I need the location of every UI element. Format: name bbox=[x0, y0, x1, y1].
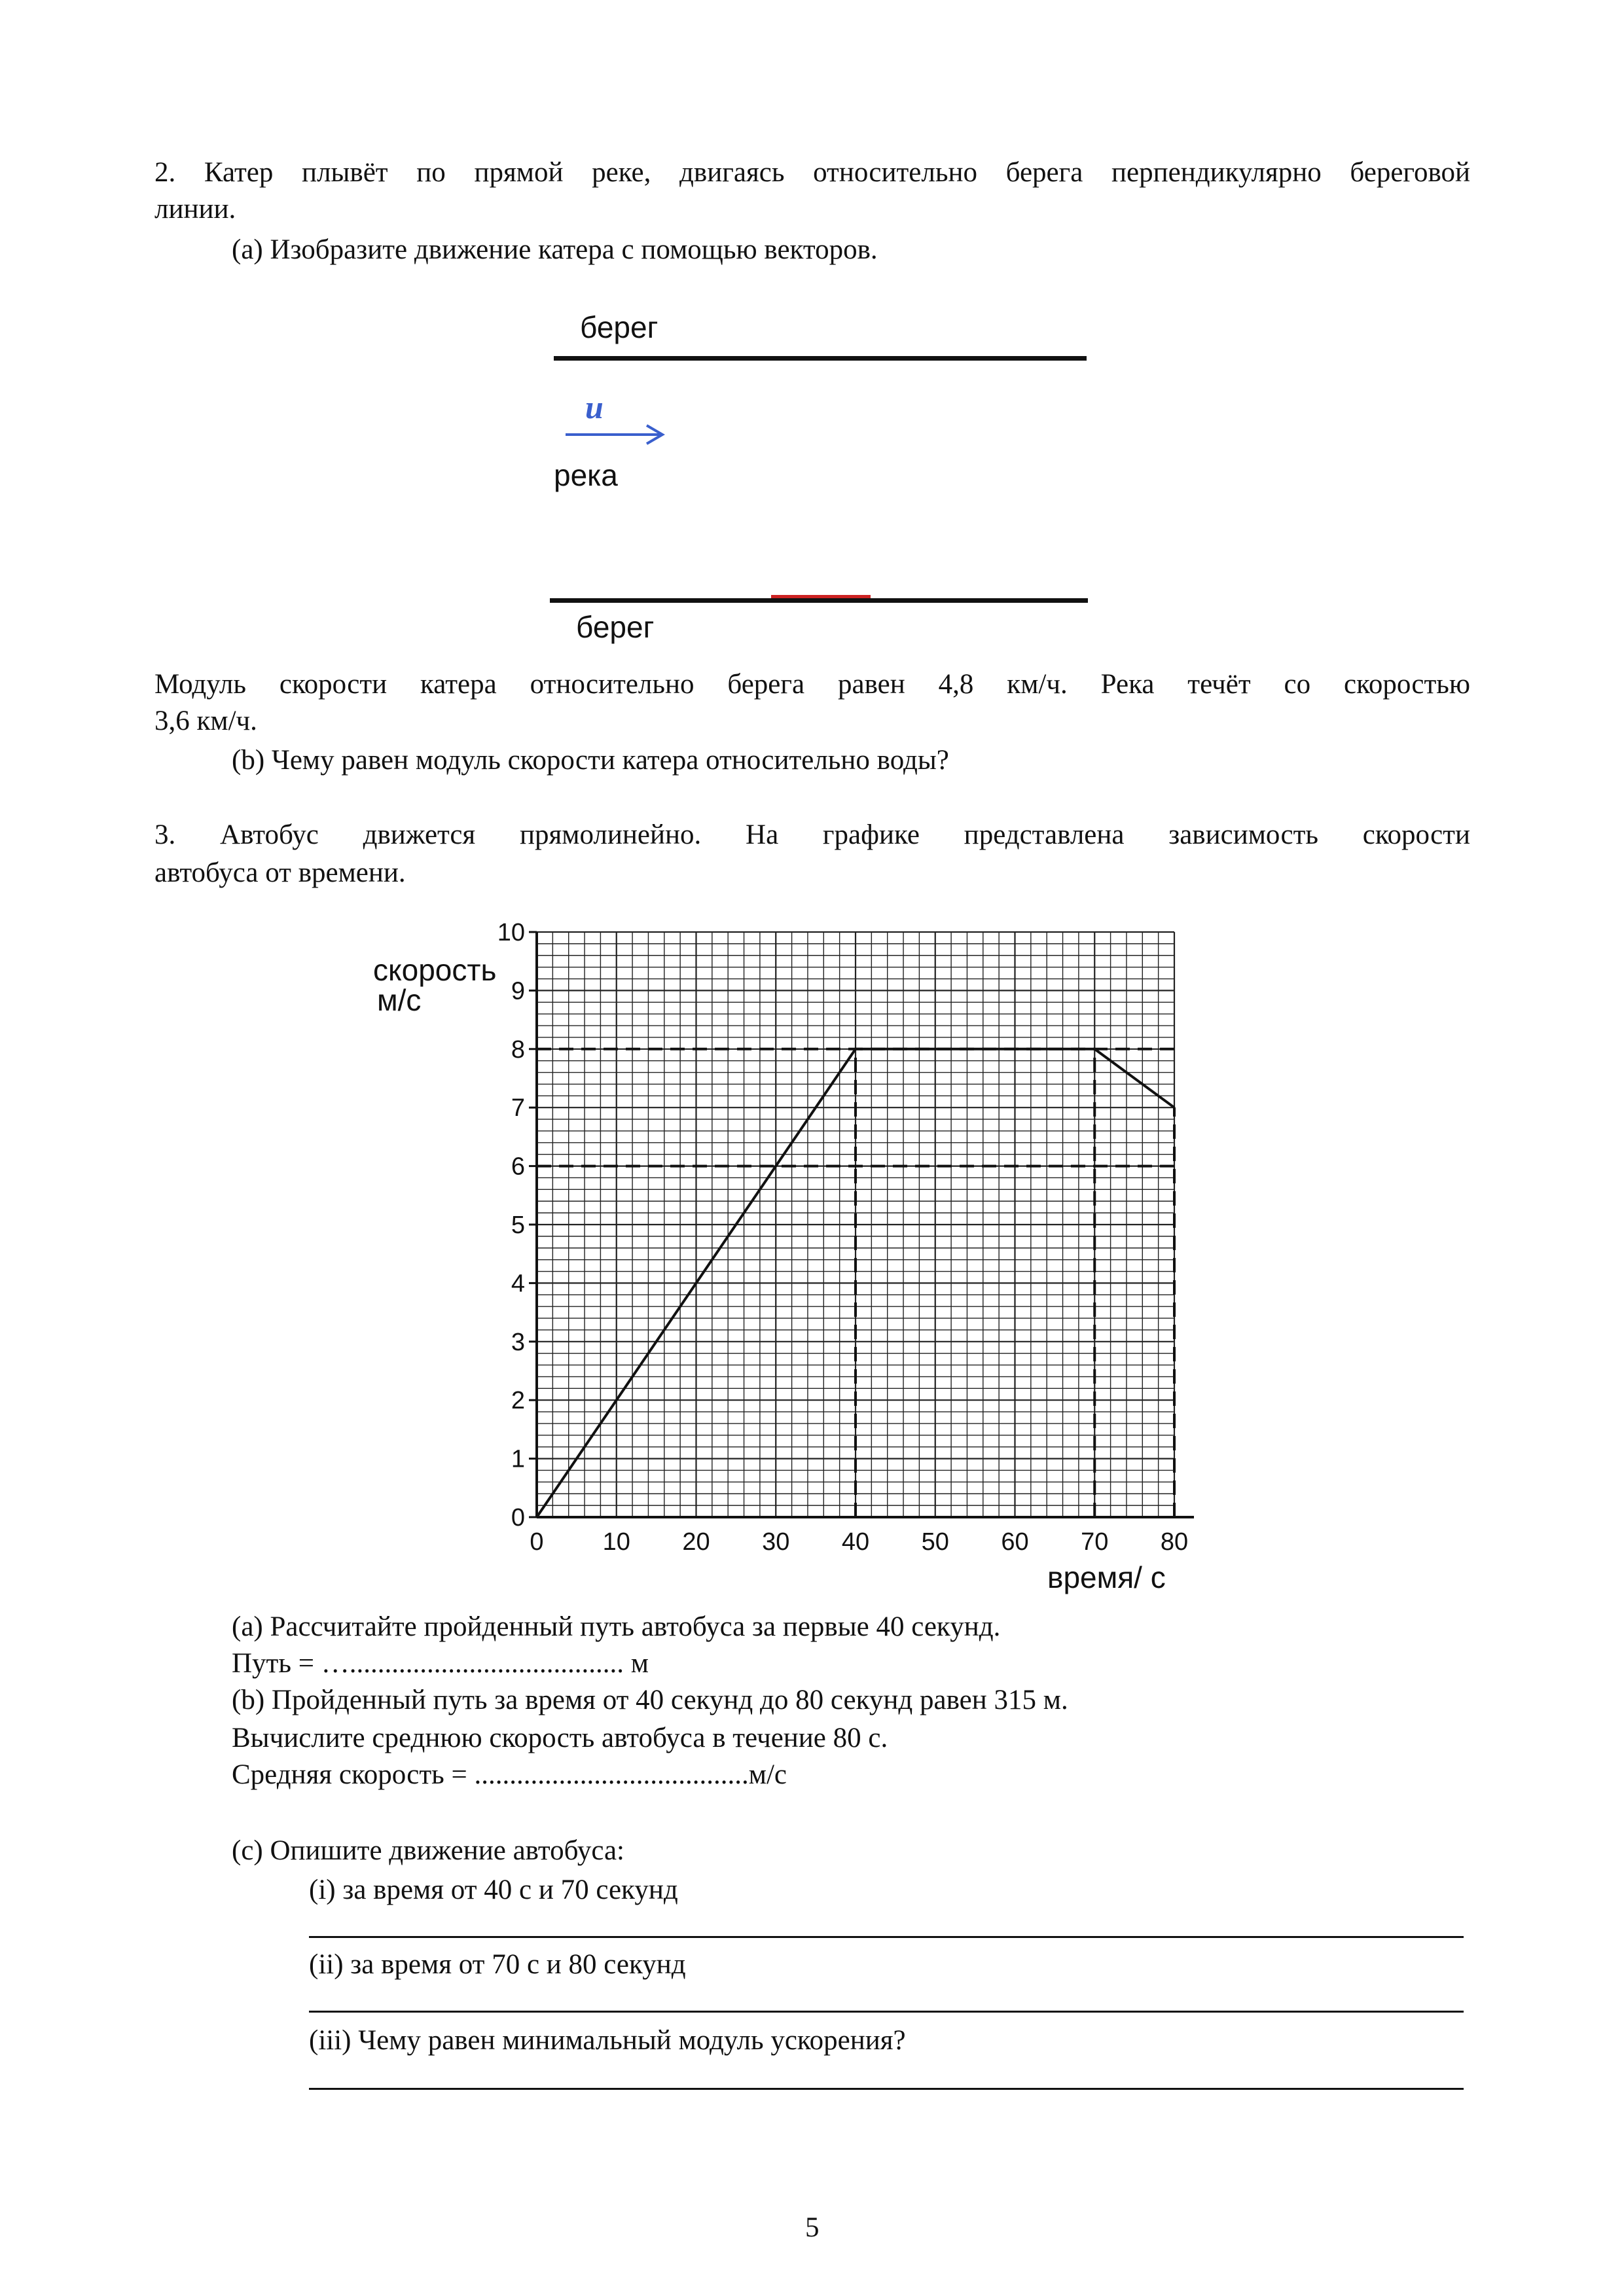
y-tick-label: 3 bbox=[511, 1328, 525, 1356]
y-tick-label: 10 bbox=[497, 919, 525, 946]
q3-c-ii: (ii) за время от 70 с и 80 секунд bbox=[309, 1949, 686, 1980]
y-tick-label: 2 bbox=[511, 1387, 525, 1415]
top-bank-line bbox=[554, 356, 1087, 361]
page-number: 5 bbox=[805, 2212, 820, 2243]
q3-part-a: (a) Рассчитайте пройденный путь автобуса за первые 40 секунд. bbox=[232, 1611, 1001, 1642]
x-axis-label: время/ с bbox=[1047, 1560, 1166, 1594]
bottom-bank-label: берег bbox=[576, 610, 655, 644]
y-tick-label: 6 bbox=[511, 1153, 525, 1181]
flow-vector-arrow bbox=[563, 419, 668, 445]
top-bank-label: берег bbox=[580, 310, 659, 344]
x-tick-label: 70 bbox=[1081, 1528, 1109, 1556]
q3-text-line2: автобуса от времени. bbox=[154, 857, 406, 888]
q3-part-c: (c) Опишите движение автобуса: bbox=[232, 1835, 625, 1866]
river-label: река bbox=[554, 458, 618, 492]
speed-data-point bbox=[1094, 1048, 1096, 1050]
q3-path-answer-line[interactable]: Путь = …....................................... м bbox=[232, 1648, 649, 1679]
x-tick-label: 0 bbox=[530, 1528, 544, 1556]
q3-c-i: (i) за время от 40 с и 70 секунд bbox=[309, 1874, 678, 1905]
x-tick-label: 40 bbox=[841, 1528, 870, 1556]
y-tick-label: 9 bbox=[511, 977, 525, 1005]
y-tick-label: 5 bbox=[511, 1211, 525, 1239]
q3-text-line1: 3. Автобус движется прямолинейно. На графике представлена зависимость скорости bbox=[154, 819, 1470, 850]
q3-avg-instruction: Вычислите среднюю скорость автобуса в течение 80 с. bbox=[232, 1723, 888, 1753]
vector-u-label: u bbox=[585, 389, 604, 425]
y-axis-label: скорость bbox=[373, 953, 497, 987]
q2-text-line4: 3,6 км/ч. bbox=[154, 706, 257, 736]
x-tick-label: 60 bbox=[1001, 1528, 1029, 1556]
y-tick-label: 8 bbox=[511, 1035, 525, 1064]
y-tick-label: 4 bbox=[511, 1270, 525, 1298]
answer-line-c-ii[interactable] bbox=[309, 2011, 1464, 2013]
y-tick-label: 0 bbox=[511, 1504, 525, 1532]
q2-text-line1: 2. Катер плывёт по прямой реке, двигаясь относительно берега перпендикулярно береговой bbox=[154, 157, 1470, 188]
x-tick-label: 30 bbox=[762, 1528, 790, 1556]
q2-text-line2: линии. bbox=[154, 194, 236, 224]
q2-text-line3: Модуль скорости катера относительно берега равен 4,8 км/ч. Река течёт со скоростью bbox=[154, 669, 1470, 700]
q3-c-iii: (iii) Чему равен минимальный модуль ускорения? bbox=[309, 2025, 906, 2056]
y-axis-unit-label: м/с bbox=[377, 983, 422, 1017]
speed-time-chart bbox=[353, 908, 1250, 1602]
y-tick-label: 1 bbox=[511, 1445, 525, 1473]
q2-part-b: (b) Чему равен модуль скорости катера относительно воды? bbox=[232, 745, 949, 776]
speed-data-point bbox=[1174, 1107, 1176, 1109]
q3-avg-answer-line[interactable]: Средняя скорость = .......................................м/с bbox=[232, 1759, 787, 1790]
bottom-bank-line bbox=[550, 598, 1088, 603]
x-tick-label: 80 bbox=[1160, 1528, 1189, 1556]
answer-line-c-iii[interactable] bbox=[309, 2088, 1464, 2090]
x-tick-label: 50 bbox=[921, 1528, 949, 1556]
x-tick-label: 20 bbox=[682, 1528, 710, 1556]
answer-line-c-i[interactable] bbox=[309, 1936, 1464, 1938]
y-tick-label: 7 bbox=[511, 1094, 525, 1122]
q2-part-a: (a) Изобразите движение катера с помощью векторов. bbox=[232, 234, 878, 265]
q3-part-b: (b) Пройденный путь за время от 40 секунд до 80 секунд равен 315 м. bbox=[232, 1685, 1068, 1715]
x-tick-label: 10 bbox=[602, 1528, 630, 1556]
speed-data-point bbox=[855, 1048, 857, 1050]
